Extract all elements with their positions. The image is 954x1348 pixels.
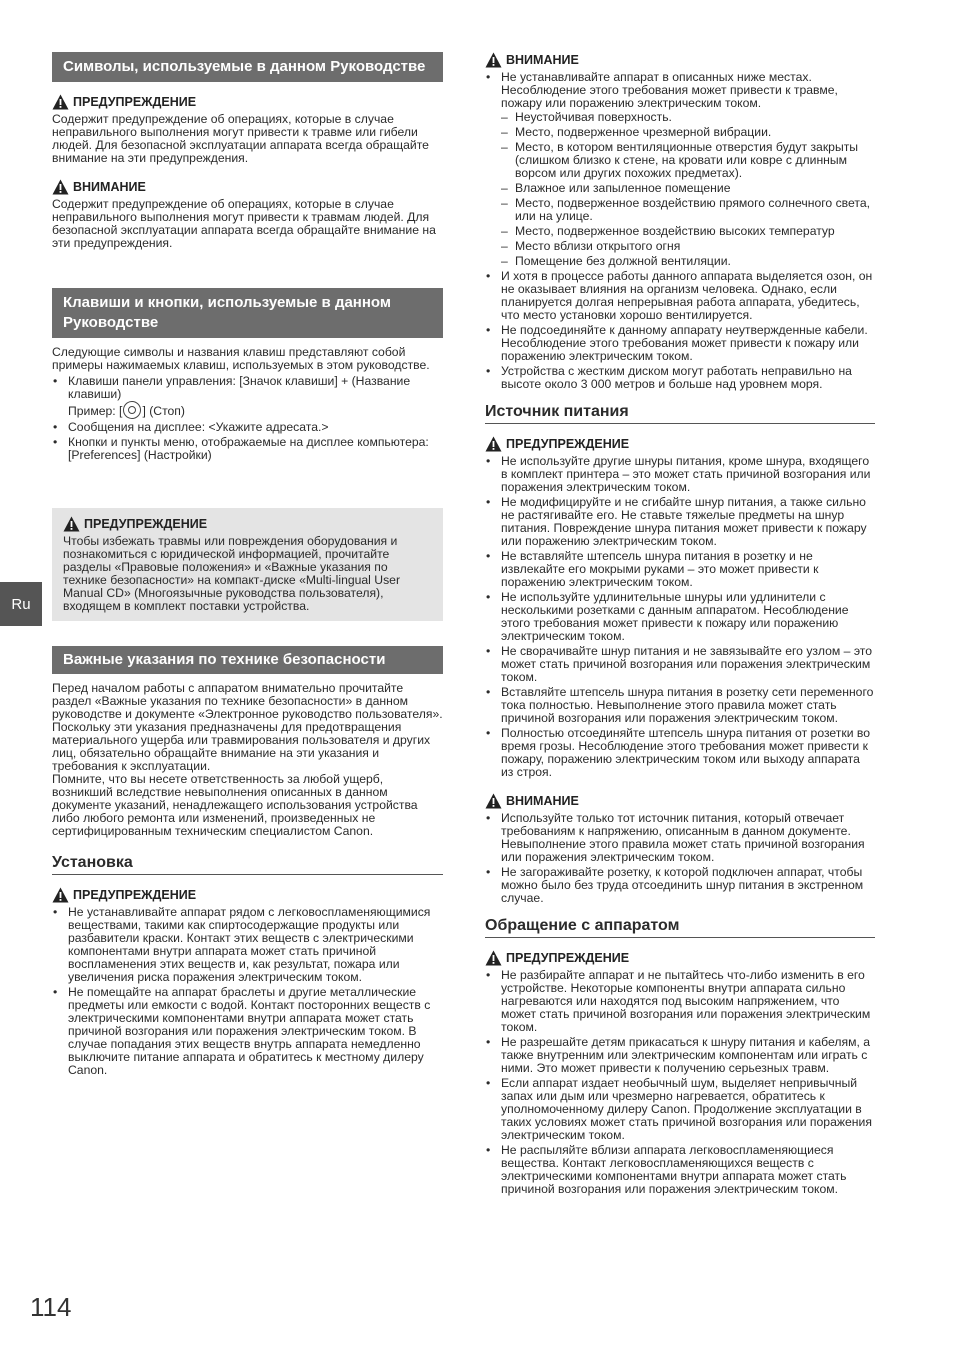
warning-triangle-icon: [485, 950, 502, 966]
power-caution-label: ВНИМАНИЕ: [485, 793, 875, 809]
warning-triangle-icon: [485, 52, 502, 68]
left-column: [52, 52, 443, 1079]
list-item: – Неустойчивая поверхность.: [501, 111, 875, 124]
list-item: • Не распыляйте вблизи аппарата легковоспламеняющиеся вещества. Контакт легковоспламеняющихся веществ с электрическими компонентами внутри аппарата может стать причиной возгорания или поражения электрическим током.: [485, 1144, 875, 1196]
list-item: • Не подсоединяйте к данному аппарату неутвержденные кабели. Несоблюдение этого требования может привести к пожару или поражению электрическим током.: [485, 324, 875, 363]
list-item: • Используйте только тот источник питания, который отвечает требованиям к напряжению, описанным в данном документе. Невыполнение этого правила может стать причиной возгорания или поражения электрическим током.: [485, 812, 875, 864]
list-item: • Не устанавливайте аппарат рядом с легковоспламеняющимися веществами, такими как спиртосодержащие продукты или разбавители краски. Контакт этих веществ с электрическими компонентами внутри аппарата может стать причиной воспламенения этих веществ и, как результат, пожара или увеличения риска поражения электрическим током.: [52, 906, 443, 984]
safety-paragraph-2: Поскольку эти указания предназначены для предотвращения материального ущерба или травмирования пользователя и других лиц, обязательно обращайте внимание на эти указания и требования к эксплуатации.: [52, 720, 431, 773]
keys-list: [52, 375, 443, 462]
power-warning-list: [485, 455, 875, 779]
list-item: • Вставляйте штепсель шнура питания в розетку сети переменного тока полностью. Невыполнение этого правила может стать причиной возгорания или поражения электрическим током.: [485, 686, 875, 725]
list-item: • Не используйте удлинительные шнуры или удлинители с несколькими розетками с данным аппаратом. Несоблюдение этого требования может привести к пожару или поражению электрическим током.: [485, 591, 875, 643]
symbols-warning-label: ПРЕДУПРЕЖДЕНИЕ: [52, 94, 443, 110]
list-item: • Не разбирайте аппарат и не пытайтесь что-либо изменить в его устройстве. Некоторые компоненты внутри аппарата сильно нагреваются или находятся под высоким напряжением, что может стать причиной возгорания или поражения электрическим током.: [485, 969, 875, 1034]
warning-triangle-icon: [63, 516, 80, 532]
power-warning-label: ПРЕДУПРЕЖДЕНИЕ: [485, 436, 875, 452]
right-column: [485, 52, 875, 1198]
list-item: • И хотя в процессе работы данного аппарата выделяется озон, он не оказывает влияния на организм человека. Однако, если планируется долгая непрерывная работа аппарата, убедитесь, что место установки хорошо вентилируется.: [485, 270, 875, 322]
install-warning-list: [52, 906, 443, 1077]
location-sublist: [501, 111, 875, 268]
handling-warning-label: ПРЕДУПРЕЖДЕНИЕ: [485, 950, 875, 966]
stop-key-icon: [123, 401, 141, 419]
placement-caution-list: [485, 71, 875, 391]
safety-paragraph-1: Перед началом работы с аппаратом внимательно прочитайте раздел «Важные указания по технике безопасности» в данном руководстве и документе «Электронное руководство пользователя».: [52, 681, 443, 721]
list-item: – Место вблизи открытого огня: [501, 240, 875, 253]
list-item: • Не помещайте на аппарат браслеты и другие металлические предметы или емкости с водой. Контакт посторонних веществ с электрическими компонентами внутри аппарата может стать причиной возгорания или поражения электрическим током. В случае попадания этих веществ внутрь аппарата немедленно выключите питание аппарата и обратитесь к местному дилеру Canon.: [52, 986, 443, 1077]
language-tab: Ru: [0, 582, 42, 626]
keys-intro: Следующие символы и названия клавиш представляют собой примеры нажимаемых клавиш, используемых в этом руководстве.: [52, 345, 430, 372]
list-item: – Место, подверженное воздействию прямого солнечного света, или на улице.: [501, 197, 875, 223]
handling-heading: Обращение с аппаратом: [485, 917, 875, 938]
warning-triangle-icon: [485, 793, 502, 809]
notice-text: Чтобы избежать травмы или повреждения оборудования и познакомиться с юридической информацией, прочитайте разделы «Правовые положения» и «Важные указания по технике безопасности» на компакт-диске «Multi-lingual User Manual CD» (Многоязычные руководства пользователя), входящем в комплект поставки устройства.: [63, 534, 401, 613]
placement-caution-label: ВНИМАНИЕ: [485, 52, 875, 68]
notice-warning-label: ПРЕДУПРЕЖДЕНИЕ: [63, 516, 433, 532]
list-item: – Место, подверженное чрезмерной вибрации.: [501, 126, 875, 139]
page-number: 114: [30, 1292, 72, 1322]
list-item: • Если аппарат издает необычный шум, выделяет непривычный запах или дым или чрезмерно нагревается, обратитесь к уполномоченному дилеру Canon. Продолжение эксплуатации в таких условиях может стать причиной возгорания или поражения электрическим током.: [485, 1077, 875, 1142]
safety-section-title: Важные указания по технике безопасности: [52, 646, 443, 674]
symbols-warning-text: Содержит предупреждение об операциях, которые в случае неправильного выполнения могут привести к травме или гибели людей. Для безопасной эксплуатации аппарата всегда обращайте внимание на эти предупреждения.: [52, 112, 429, 165]
list-item: • Не сворачивайте шнур питания и не завязывайте его узлом – это может стать причиной возгорания или поражения электрическим током.: [485, 645, 875, 684]
list-item: • Не модифицируйте и не сгибайте шнур питания, а также сильно не растягивайте его. Не ставьте тяжелые предметы на шнур питания. Повреждение шнура питания может привести к пожару или поражению электрическим током.: [485, 496, 875, 548]
warning-triangle-icon: [52, 179, 69, 195]
warning-triangle-icon: [52, 887, 69, 903]
safety-paragraph-3: Помните, что вы несете ответственность за любой ущерб, возникший вследствие невыполнения описанных в данном документе указаний, ненадлежащего использования устройства либо любого ремонта или изменений, произведенных не сертифицированным техническим специалистом Canon.: [52, 772, 418, 838]
install-heading: Установка: [52, 854, 443, 875]
install-warning-label: ПРЕДУПРЕЖДЕНИЕ: [52, 887, 443, 903]
list-item: – Помещение без должной вентиляции.: [501, 255, 875, 268]
power-heading: Источник питания: [485, 403, 875, 424]
handling-warning-list: [485, 969, 875, 1196]
list-item: • Клавиши панели управления: [Значок клавиши] + (Название клавиши) Пример: [ ] (Стоп): [52, 375, 443, 419]
list-item: • Сообщения на дисплее: <Укажите адресата.>: [52, 421, 443, 434]
symbols-caution-text: Содержит предупреждение об операциях, которые в случае неправильного выполнения могут привести к травмам людей. Для безопасной эксплуатации аппарата всегда обращайте внимание на эти предупреждения.: [52, 197, 436, 250]
list-item: – Место, в котором вентиляционные отверстия будут закрыты (слишком близко к стене, на кровати или ковре с длинным ворсом или других похожих предметах).: [501, 141, 875, 180]
keys-section-title: Клавиши и кнопки, используемые в данном Руководстве: [52, 288, 443, 338]
list-item: • Не устанавливайте аппарат в описанных ниже местах. Несоблюдение этого требования может привести к травме, пожару или поражению электрическим током. – Неустойчивая поверхность. – Место, подверженное чрезмерной вибрации. – Место, в котором вентиляционные отверстия будут закрыты (слишком близко к стене, на кровати или ковре с длинным ворсом или других похожих предметах). – Влажное или запыленное помещение – Место, подверженное воздействию прямого солнечного света, или на улице. – Место, подверженное воздействию высоких температур – Место вблизи открытого огня – Помещение без должной вентиляции.: [485, 71, 875, 268]
list-item: • Не разрешайте детям прикасаться к шнуру питания и кабелям, а также внутренним или электрическим компонентам или играть с ними. Это может привести к получению серьезных травм.: [485, 1036, 875, 1075]
list-item: • Не загораживайте розетку, к которой подключен аппарат, чтобы можно было без труда отсоединить шнур питания в экстренном случае.: [485, 866, 875, 905]
list-item: • Устройства с жестким диском могут работать неправильно на высоте около 3 000 метров и больше над уровнем моря.: [485, 365, 875, 391]
list-item: • Не вставляйте штепсель шнура питания в розетку и не извлекайте его мокрыми руками – это может привести к поражению электрическим током.: [485, 550, 875, 589]
list-item: • Полностью отсоединяйте штепсель шнура питания от розетки во время грозы. Несоблюдение этого требования может привести к пожару, поражению электрическим током или выходу аппарата из строя.: [485, 727, 875, 779]
list-item: – Влажное или запыленное помещение: [501, 182, 875, 195]
symbols-caution-label: ВНИМАНИЕ: [52, 179, 443, 195]
symbols-section-title: Символы, используемые в данном Руководстве: [52, 52, 443, 82]
list-item: • Кнопки и пункты меню, отображаемые на дисплее компьютера: [Preferences] (Настройки): [52, 436, 443, 462]
list-item: – Место, подверженное воздействию высоких температур: [501, 225, 875, 238]
warning-triangle-icon: [52, 94, 69, 110]
power-caution-list: [485, 812, 875, 905]
list-item: • Не используйте другие шнуры питания, кроме шнура, входящего в комплект принтера – это может стать причиной возгорания или поражения электрическим током.: [485, 455, 875, 494]
warning-triangle-icon: [485, 436, 502, 452]
legal-notice-box: [52, 508, 443, 621]
